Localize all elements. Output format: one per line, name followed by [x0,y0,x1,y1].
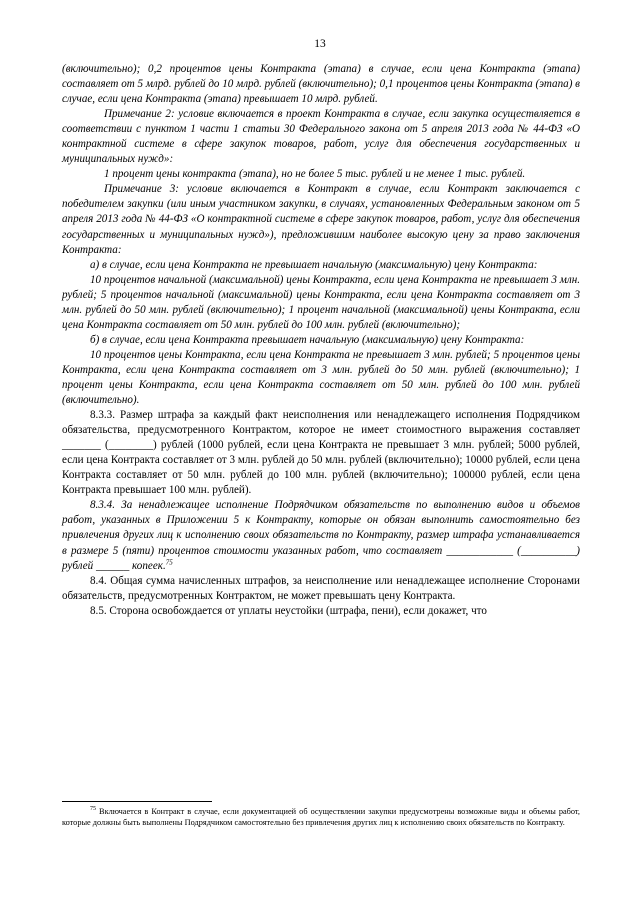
paragraph-8-5: 8.5. Сторона освобождается от уплаты неустойки (штрафа, пени), если докажет, что [90,604,487,617]
paragraph-note-2-rate: 1 процент цены контракта (этапа), но не более 5 тыс. рублей и не менее 1 тыс. рублей. [104,168,526,181]
paragraph-note-2: Примечание 2: условие включается в проект Контракта в случае, если закупка осуществляется в соответствии с пунктом 1 части 1 статьи 30 Федерального закона от 5 апреля 2013 года № 44-ФЗ «О контрактной системе в сфере закупок товаров, работ, услуг для обеспечения государственных и муниципальных нужд»: [62,108,580,166]
paragraph-case-a: а) в случае, если цена Контракта не превышает начальную (максимальную) цену Контракта: [90,258,538,271]
footnote-number: 75 [90,806,96,813]
paragraph-price-tiers: (включительно); 0,2 процентов цены Контракта (этапа) в случае, если цена Контракта (этапа) составляет от 5 млрд. рублей до 10 млрд. рублей (включительно); 0,1 процентов цены Контракта (этапа) в случае, если цена Контракта (этапа) превышает 10 млрд. рублей. [62,63,580,106]
footnote-reference[interactable]: 75 [165,557,173,566]
footnote [62,806,580,828]
paragraph-8-4: 8.4. Общая сумма начисленных штрафов, за неисполнение или ненадлежащее исполнение Сторонами обязательств, предусмотренных Контрактом, не может превышать цену Контракта. [62,574,580,602]
paragraph-case-a-rates: 10 процентов начальной (максимальной) цены Контракта, если цена Контракта не превышает 3 млн. рублей; 5 процентов начальной (максимальной) цены Контракта, если цена Контракта составляет от 3 млн. рублей до 50 млн. рублей (включительно); 1 процент начальной (максимальной) цены Контракта, если цена Контракта составляет от 50 млн. рублей до 100 млн. рублей (включительно); [62,273,580,331]
document-body [62,62,580,619]
paragraph-8-3-4: 8.3.4. За ненадлежащее исполнение Подрядчиком обязательств по выполнению видов и объемов работ, указанных в Приложении 5 к Контракту, которые он обязан выполнить самостоятельно без привлечения других лиц к исполнению своих обязательств по Контракту, размер штрафа устанавливается в размере 5 (пяти) процентов стоимости указанных работ, что составляет ____________ (__________) рублей ______ копеек.$^{75}$ [62,499,580,572]
paragraph-case-b-rates: 10 процентов цены Контракта, если цена Контракта не превышает 3 млн. рублей; 5 процентов цены Контракта, если цена Контракта составляет от 3 млн. рублей до 50 млн. рублей (включительно); 1 процент цены Контракта, если цена Контракта составляет от 50 млн. рублей до 100 млн. рублей (включительно). [62,348,580,407]
page-number: 13 [314,38,326,50]
footnote-divider [62,801,212,802]
paragraph-8-3-3: 8.3.3. Размер штрафа за каждый факт неисполнения или ненадлежащего исполнения Подрядчиком обязательства, предусмотренного Контрактом, которое не имеет стоимостного выражения составляет _______ (________) рублей (1000 рублей, если цена Контракта не превышает 3 млн. рублей; 5000 рублей, если цена Контракта составляет от 3 млн. рублей до 50 млн. рублей (включительно); 10000 рублей, если цена Контракта составляет от 50 млн. рублей до 100 млн. рублей (включительно); 100000 рублей, если цена Контракта превышает 100 млн. рублей). [62,409,580,497]
paragraph-case-b: б) в случае, если цена Контракта превышает начальную (максимальную) цену Контракта: [90,333,525,346]
footnote-text: Включается в Контракт в случае, если документацией об осуществлении закупки предусмотрены возможные виды и объемы работ, которые должны быть выполнены Подрядчиком самостоятельно без привлечения других лиц к исполнению своих обязательств по Контракту. [62,807,580,827]
paragraph-note-3: Примечание 3: условие включается в Контракт в случае, если Контракт заключается с победителем закупки (или иным участником закупки, в случаях, установленных Федеральным законом от 5 апреля 2013 года № 44-ФЗ «О контрактной системе в сфере закупок товаров, работ, услуг для обеспечения государственных и муниципальных нужд»), предложившим наиболее высокую цену за право заключения Контракта: [62,183,580,256]
